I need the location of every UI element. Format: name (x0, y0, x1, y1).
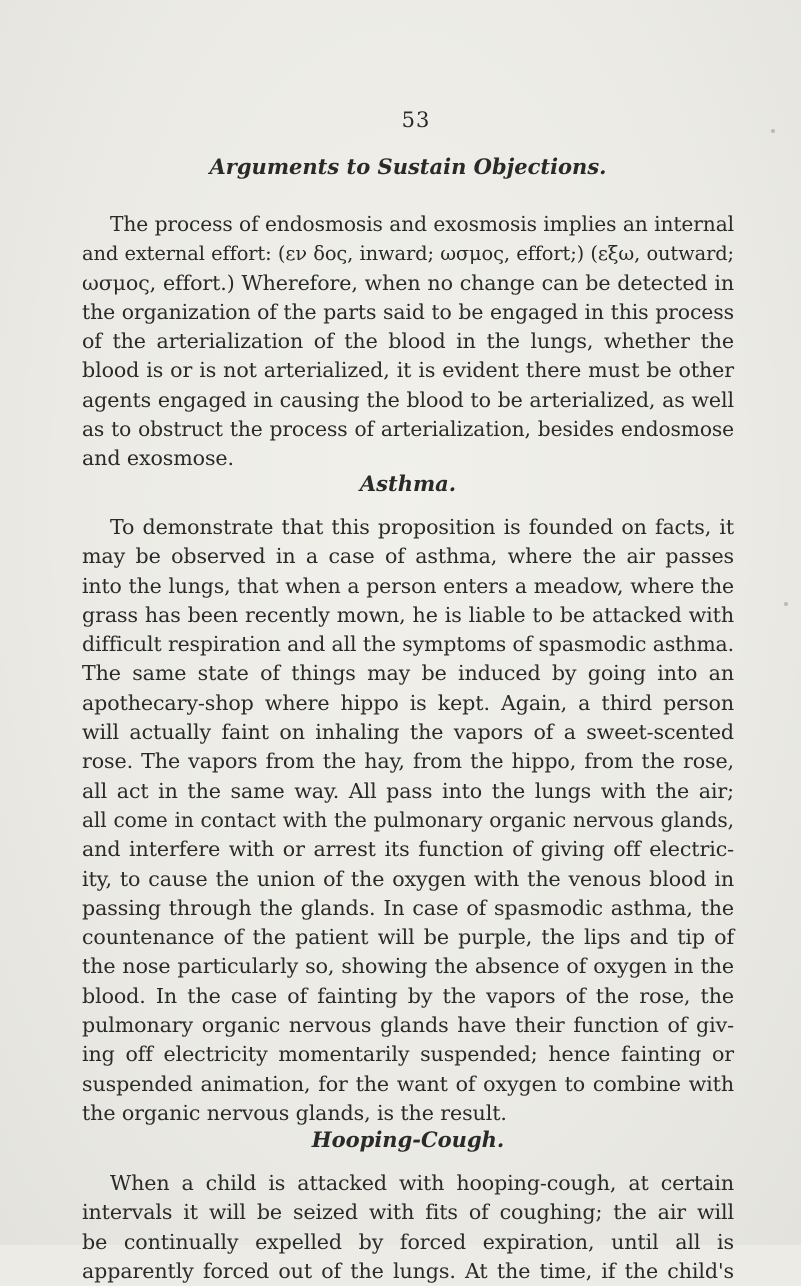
page-title: Arguments to Sustain Objections. (209, 154, 607, 179)
text-line: apothecary-shop where hippo is kept. Again, a third person (82, 690, 734, 715)
text-line: ωσμος, effort.) Wherefore, when no change can be detected in (82, 270, 734, 295)
text-line: passing through the glands. In case of spasmodic asthma, the (82, 895, 734, 920)
text-line: the nose particularly so, showing the absence of oxygen in the (82, 954, 734, 979)
text-line: of the arterialization of the blood in the lungs, whether the (82, 329, 734, 354)
text-line: intervals it will be seized with fits of coughing; the air will (82, 1200, 734, 1225)
text-line: rose. The vapors from the hay, from the hippo, from the rose, (82, 749, 734, 774)
text-line: blood is or is not arterialized, it is evident there must be other (82, 358, 734, 383)
section-heading-hooping-cough: Hooping-Cough. (311, 1127, 505, 1152)
text-line: and external effort: (εν δος, inward; ωσμος, effort;) (εξω, outward; (82, 242, 734, 266)
text-line: agents engaged in causing the blood to be arterialized, as well (82, 387, 734, 412)
text-line: suspended animation, for the want of oxygen to combine with (82, 1071, 734, 1096)
text-line: as to obstruct the process of arterialization, besides endosmose (82, 417, 734, 442)
text-line: blood. In the case of fainting by the vapors of the rose, the (82, 983, 734, 1008)
text-line: difficult respiration and all the symptoms of spasmodic asthma. (82, 632, 734, 657)
text-line: To demonstrate that this proposition is founded on facts, it (110, 515, 734, 539)
text-line: the organic nervous glands, is the result. (82, 1100, 507, 1125)
text-line: ing off electricity momentarily suspended; hence fainting or (82, 1042, 734, 1067)
paper-speck (784, 602, 788, 606)
text-line: all come in contact with the pulmonary organic nervous glands, (82, 807, 734, 832)
section-heading-asthma: Asthma. (359, 471, 457, 496)
paragraph-endosmosis (82, 210, 734, 474)
text-line: apparently forced out of the lungs. At the time, if the child's (82, 1258, 734, 1283)
page-number: 53 (401, 108, 431, 132)
text-line: pulmonary organic nervous glands have their function of giv- (82, 1013, 734, 1038)
text-line: When a child is attacked with hooping-cough, at certain (110, 1171, 734, 1195)
paper-speck (771, 129, 775, 133)
text-line: grass has been recently mown, he is liable to be attacked with (82, 602, 734, 627)
text-line: will actually faint on inhaling the vapors of a sweet-scented (82, 720, 734, 745)
text-line: all act in the same way. All pass into the lungs with the air; (82, 778, 734, 803)
text-line: be continually expelled by forced expiration, until all is (82, 1229, 734, 1254)
text-line: the organization of the parts said to be engaged in this process (82, 299, 734, 324)
text-line: may be observed in a case of asthma, where the air passes (82, 544, 734, 569)
text-line: and interfere with or arrest its function of giving off electric- (82, 837, 734, 862)
paragraph-hooping-cough (82, 1169, 734, 1286)
text-line: into the lungs, that when a person enters a meadow, where the (82, 573, 734, 598)
paragraph-asthma (82, 513, 734, 1128)
text-line: The same state of things may be induced by going into an (82, 661, 734, 686)
text-line: countenance of the patient will be purple, the lips and tip of (82, 925, 734, 950)
text-line: The process of endosmosis and exosmosis implies an internal (110, 212, 734, 236)
text-line: and exosmose. (82, 446, 234, 471)
text-line: ity, to cause the union of the oxygen with the venous blood in (82, 866, 734, 891)
